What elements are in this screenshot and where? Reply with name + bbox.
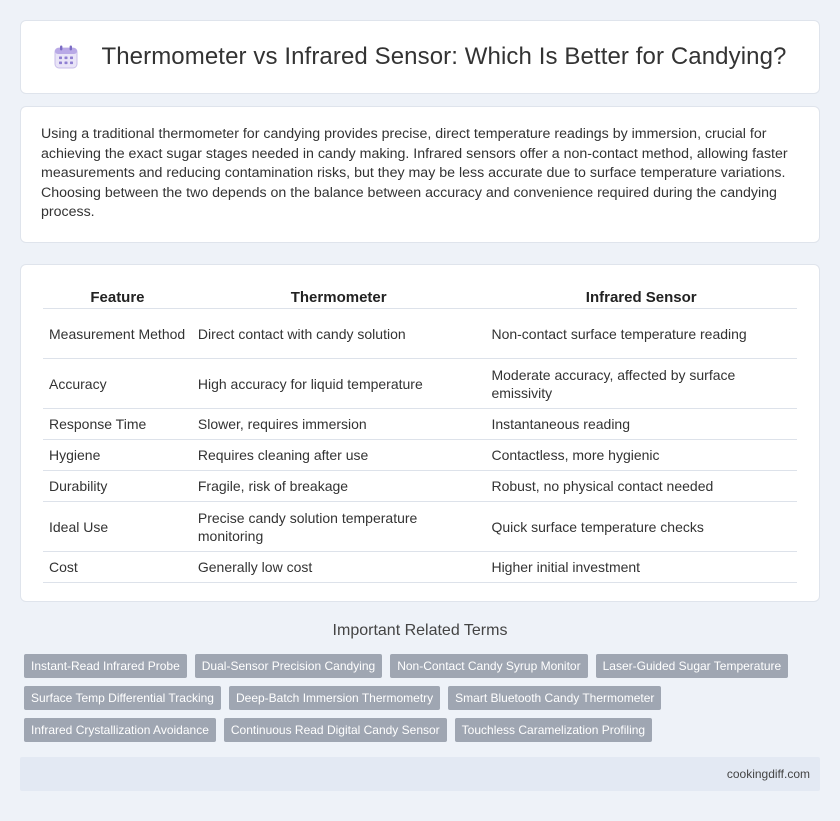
table-row: [43, 309, 797, 359]
intro-card: [20, 106, 820, 243]
related-term-tag[interactable]: Touchless Caramelization Profiling: [455, 718, 652, 742]
table-row: [43, 440, 797, 471]
table-row: [43, 359, 797, 409]
thermometer-cell: Fragile, risk of breakage: [192, 471, 486, 502]
feature-cell: Response Time: [43, 409, 192, 440]
comparison-table: [43, 285, 797, 583]
related-term-tag[interactable]: Instant-Read Infrared Probe: [24, 654, 187, 678]
infrared-cell: Moderate accuracy, affected by surface emissivity: [485, 359, 797, 409]
related-terms-heading: Important Related Terms: [332, 622, 508, 639]
infrared-cell: Instantaneous reading: [485, 409, 797, 440]
header-infrared-sensor: Infrared Sensor: [485, 285, 797, 309]
infrared-cell: Quick surface temperature checks: [485, 502, 797, 552]
comparison-card: [20, 264, 820, 602]
related-term-tag[interactable]: Deep-Batch Immersion Thermometry: [229, 686, 440, 710]
related-terms-list: [24, 654, 814, 742]
feature-cell: Durability: [43, 471, 192, 502]
thermometer-cell: High accuracy for liquid temperature: [192, 359, 486, 409]
table-row: [43, 502, 797, 552]
title-row: [21, 21, 819, 93]
related-term-tag[interactable]: Infrared Crystallization Avoidance: [24, 718, 216, 742]
thermometer-cell: Precise candy solution temperature monitoring: [192, 502, 486, 552]
thermometer-cell: Generally low cost: [192, 552, 486, 583]
related-term-tag[interactable]: Non-Contact Candy Syrup Monitor: [390, 654, 587, 678]
header-feature: Feature: [43, 285, 192, 309]
table-row: [43, 552, 797, 583]
thermometer-cell: Direct contact with candy solution: [192, 309, 486, 359]
thermometer-cell: Requires cleaning after use: [192, 440, 486, 471]
header-thermometer: Thermometer: [192, 285, 486, 309]
related-term-tag[interactable]: Continuous Read Digital Candy Sensor: [224, 718, 447, 742]
header-card: [20, 20, 820, 94]
feature-cell: Ideal Use: [43, 502, 192, 552]
infrared-cell: Contactless, more hygienic: [485, 440, 797, 471]
table-row: [43, 471, 797, 502]
footer-site-link[interactable]: cookingdiff.com: [726, 767, 810, 781]
infrared-cell: Robust, no physical contact needed: [485, 471, 797, 502]
table-header-row: [43, 285, 797, 309]
intro-paragraph: Using a traditional thermometer for candying provides precise, direct temperature readings by immersion, crucial for achieving the exact sugar stages needed in candy making. Infrared sensors offer a non-contact method, allowing faster measurements and reducing contamination risks, but they may be less accurate due to surface temperature variations. Choosing between the two depends on the balance between accuracy and convenience required during the candying process.: [41, 126, 788, 221]
related-term-tag[interactable]: Surface Temp Differential Tracking: [24, 686, 221, 710]
footer: [20, 757, 820, 791]
table-row: [43, 409, 797, 440]
infrared-cell: Higher initial investment: [485, 552, 797, 583]
thermometer-cell: Slower, requires immersion: [192, 409, 486, 440]
related-term-tag[interactable]: Laser-Guided Sugar Temperature: [596, 654, 789, 678]
related-term-tag[interactable]: Smart Bluetooth Candy Thermometer: [448, 686, 661, 710]
feature-cell: Accuracy: [43, 359, 192, 409]
infrared-cell: Non-contact surface temperature reading: [485, 309, 797, 359]
calendar-icon: [53, 44, 79, 70]
feature-cell: Hygiene: [43, 440, 192, 471]
related-term-tag[interactable]: Dual-Sensor Precision Candying: [195, 654, 382, 678]
feature-cell: Cost: [43, 552, 192, 583]
page-title: Thermometer vs Infrared Sensor: Which Is Better for Candying?: [101, 43, 787, 70]
feature-cell: Measurement Method: [43, 309, 192, 359]
